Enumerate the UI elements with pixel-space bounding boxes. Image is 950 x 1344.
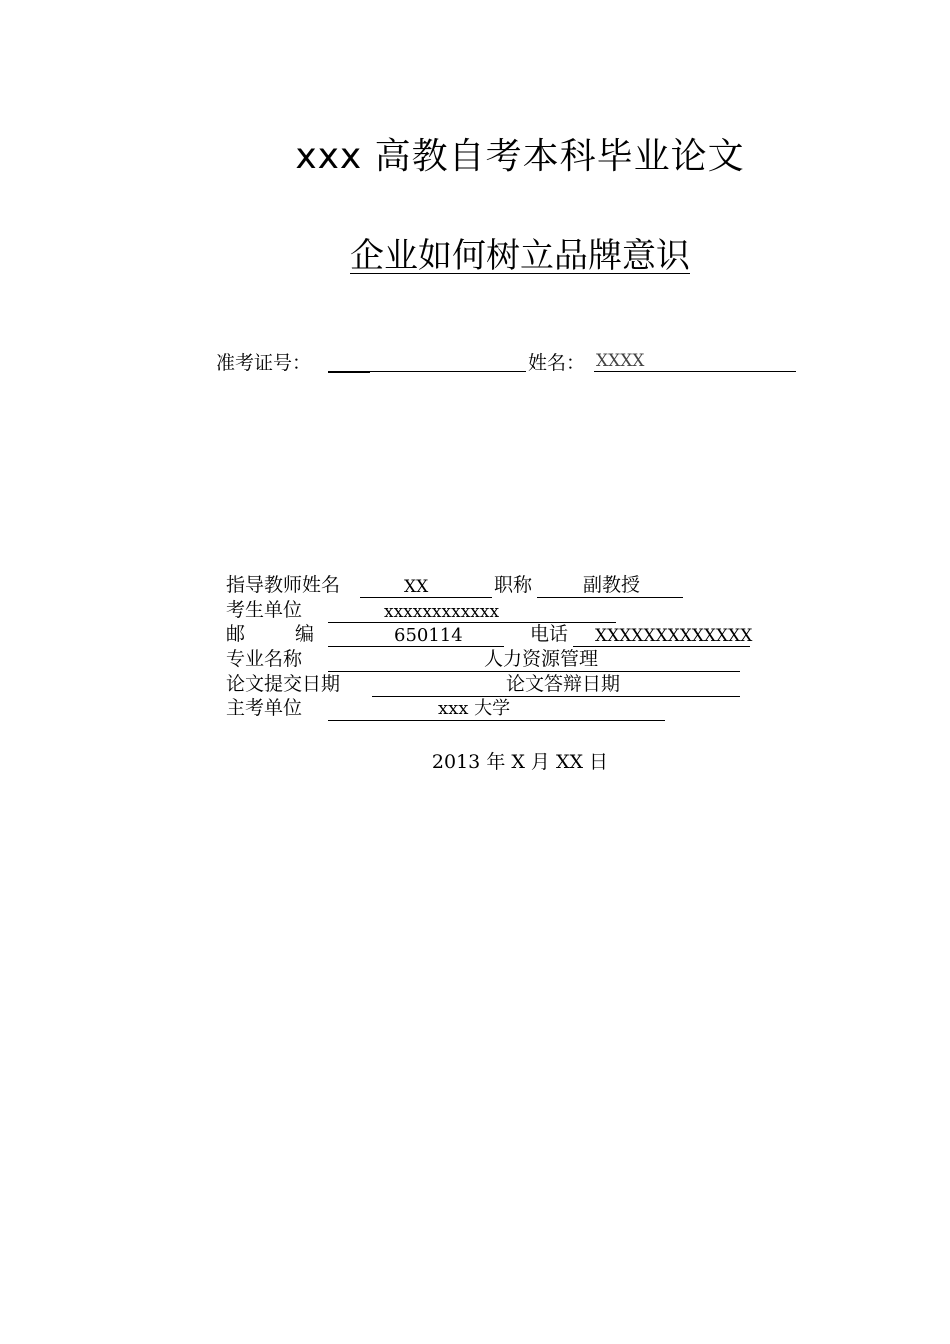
unit-label: 考生单位 [226,599,303,621]
exam-unit-field [328,696,665,721]
postcode-label-2: 编 [295,623,315,645]
advisor-field [360,573,492,598]
exam-unit-label: 主考单位 [226,697,303,719]
advisor-label: 指导教师姓名 [226,574,341,596]
exam-id-underline-emphasis [328,371,370,373]
defense-date-label: 论文答辩日期 [506,673,621,695]
rank-value: 副教授 [583,574,641,596]
exam-id-label: 准考证号： [216,352,312,374]
advisor-row [226,573,340,598]
postcode-field [328,622,504,647]
exam-unit-value: xxx 大学 [438,698,511,719]
name-field [594,350,796,372]
postcode-row-2 [295,622,314,647]
thesis-title [0,228,950,277]
phone-value: XXXXXXXXXXXXX [595,626,753,646]
rank-row [494,573,532,598]
name-label: 姓名： [528,352,586,374]
rank-field [537,573,683,598]
advisor-value: XX [404,577,429,597]
document-date: 2013 年 X 月 XX 日 [431,751,609,773]
submit-date-field [372,672,740,697]
thesis-title-text: 企业如何树立品牌意识 [350,236,690,276]
major-value: 人力资源管理 [484,648,599,670]
major-row [226,647,302,672]
exam-unit-row [226,696,302,721]
unit-field [328,598,616,623]
postcode-row [226,622,245,647]
phone-label: 电话 [530,623,569,645]
unit-row [226,598,302,623]
document-title: xxx 高教自考本科毕业论文 [295,136,745,177]
name-value: XXXX [596,351,645,371]
postcode-value: 650114 [394,625,463,646]
rank-label: 职称 [494,574,533,596]
submit-date-row [226,672,340,697]
postcode-label-1: 邮 [226,623,246,645]
major-label: 专业名称 [226,648,303,670]
exam-id-field [328,350,526,372]
phone-field [573,622,753,647]
unit-value: xxxxxxxxxxxx [384,602,500,622]
submit-date-label: 论文提交日期 [226,673,341,695]
